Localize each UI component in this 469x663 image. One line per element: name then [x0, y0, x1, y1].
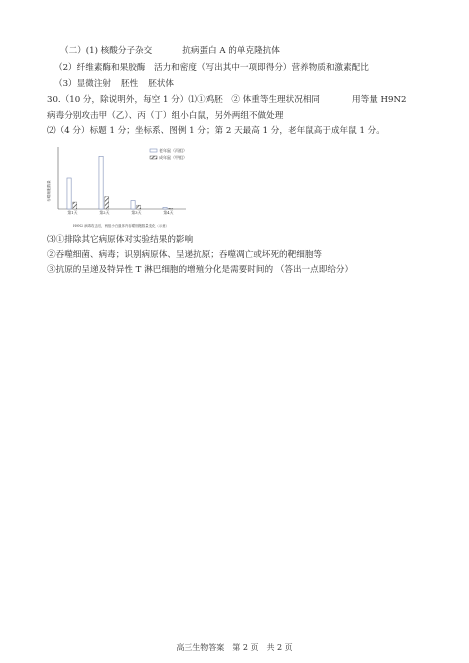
- answer-1-part2: 抗病蛋白 A 的单克隆抗体: [182, 46, 280, 56]
- answer-line-8: ②吞噬细菌、病毒；识别病原体、呈递抗原；吞噬凋亡或坏死的靶细胞等: [47, 250, 323, 260]
- chart-legend: [150, 147, 187, 160]
- chart-title: H9N2 病毒攻击后，两组小白鼠体内吞噬细胞数量变化（示意）: [72, 224, 170, 228]
- answer-line-3: [54, 79, 174, 90]
- bar-chart: [46, 141, 196, 231]
- bar-series2-day3: [137, 205, 141, 209]
- legend-label-2: 成年鼠（甲组）: [159, 155, 187, 160]
- answer-4-part2: 用等量 H9N2: [352, 95, 407, 105]
- bar-series2-day1: [73, 202, 77, 209]
- answer-line-1: [60, 46, 280, 57]
- answer-3-part1: （3）显微注射: [54, 79, 112, 89]
- answer-3-part2: 胚性: [121, 79, 139, 89]
- x-tick-label: 第1天: [67, 210, 78, 215]
- x-tick-label: 第4天: [163, 210, 174, 215]
- answer-line-5: 病毒分别攻击甲（乙）、丙（丁）组小白鼠，另外两组不做处理: [47, 111, 284, 121]
- answer-line-6: ⑵（4 分）标题 1 分；坐标系、图例 1 分；第 2 天最高 1 分，老年鼠高于成年鼠 1 分。: [47, 126, 385, 136]
- bar-series1-day4: [163, 207, 167, 209]
- answer-line-2: （2）纤维素酶和果胶酶 活力和密度（写出其中一项即得分）营养物质和激素配比: [54, 63, 369, 73]
- answer-4-part1: 30.（10 分，除说明外，每空 1 分）⑴①鸡胚 ② 体重等生理状况相同: [47, 95, 321, 105]
- answer-line-4: [47, 95, 407, 106]
- answer-1-part1: （二）(1) 核酸分子杂交: [60, 46, 153, 56]
- legend-swatch-2: [150, 156, 157, 159]
- chart-ylabel: 吞噬细胞数量: [47, 180, 51, 202]
- bar-series2-day2: [105, 197, 109, 209]
- bar-series1-day2: [99, 156, 103, 209]
- legend-label-1: 老年鼠（丙组）: [159, 148, 187, 153]
- bar-series2-day4: [169, 208, 173, 209]
- bar-series1-day1: [67, 178, 71, 209]
- answer-3-part3: 胚状体: [148, 79, 175, 89]
- x-tick-label: 第3天: [131, 210, 142, 215]
- answer-line-9: ③抗原的呈递及特异性 T 淋巴细胞的增殖分化是需要时间的 （答出一点即给分）: [47, 265, 354, 275]
- x-tick-label: 第2天: [99, 210, 110, 215]
- legend-swatch-1: [150, 149, 157, 152]
- answer-line-7: ⑶①排除其它病原体对实验结果的影响: [47, 235, 194, 245]
- bar-series1-day3: [131, 200, 135, 209]
- page-footer: 高三生物答案 第 2 页 共 2 页: [176, 643, 293, 652]
